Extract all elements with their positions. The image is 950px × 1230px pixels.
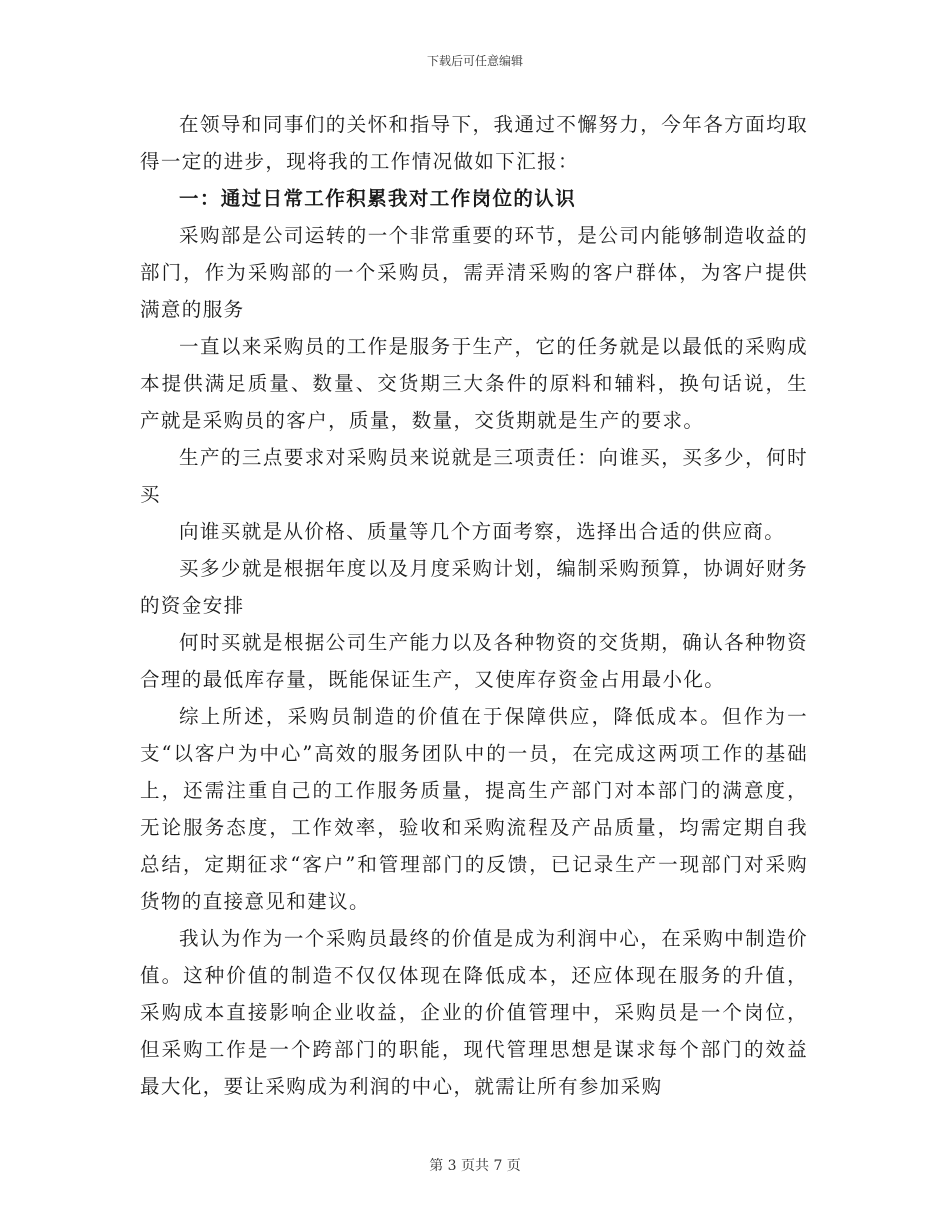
body-paragraph: 我认为作为一个采购员最终的价值是成为利润中心，在采购中制造价值。这种价值的制造不仅仅体现在降低成本，还应体现在服务的升值，采购成本直接影响企业收益，企业的价值管理中，采购员是一个岗位，但采购工作是一个跨部门的职能，现代管理思想是谋求每个部门的效益最大化，要让采购成为利润的中心，就需让所有参加采购 xyxy=(140,927,808,1098)
body-paragraph: 综上所述，采购员制造的价值在于保障供应，降低成本。但作为一支“以客户为中心”高效的服务团队中的一员，在完成这两项工作的基础上，还需注重自己的工作服务质量，提高生产部门对本部门的满意度，无论服务态度，工作效率，验收和采购流程及产品质量，均需定期自我总结，定期征求“客户”和管理部门的反馈，已记录生产一现部门对采购货物的直接意见和建议。 xyxy=(140,705,808,913)
body-paragraph: 生产的三点要求对采购员来说就是三项责任：向谁买，买多少，何时买 xyxy=(140,446,808,506)
body-paragraph: 买多少就是根据年度以及月度采购计划，编制采购预算，协调好财务的资金安排 xyxy=(140,557,808,617)
body-paragraph: 一直以来采购员的工作是服务于生产，它的任务就是以最低的采购成本提供满足质量、数量、交货期三大条件的原料和辅料，换句话说，生产就是采购员的客户，质量，数量，交货期就是生产的要求。 xyxy=(140,335,808,432)
section-heading: 一：通过日常工作积累我对工作岗位的认识 xyxy=(179,187,577,210)
body-paragraph: 采购部是公司运转的一个非常重要的环节，是公司内能够制造收益的部门，作为采购部的一个采购员，需弄清采购的客户群体，为客户提供满意的服务 xyxy=(140,224,808,321)
page-number: 第 3 页共 7 页 xyxy=(429,1158,521,1174)
page-header: 下载后可任意编辑 xyxy=(426,54,523,68)
body-paragraph: 向谁买就是从价格、质量等几个方面考察，选择出合适的供应商。 xyxy=(179,520,786,543)
body-paragraph: 何时买就是根据公司生产能力以及各种物资的交货期，确认各种物资合理的最低库存量，既能保证生产，又使库存资金占用最小化。 xyxy=(140,631,808,691)
document-body xyxy=(140,106,808,1105)
intro-paragraph: 在领导和同事们的关怀和指导下，我通过不懈努力，今年各方面均取得一定的进步，现将我的工作情况做如下汇报： xyxy=(140,113,808,173)
